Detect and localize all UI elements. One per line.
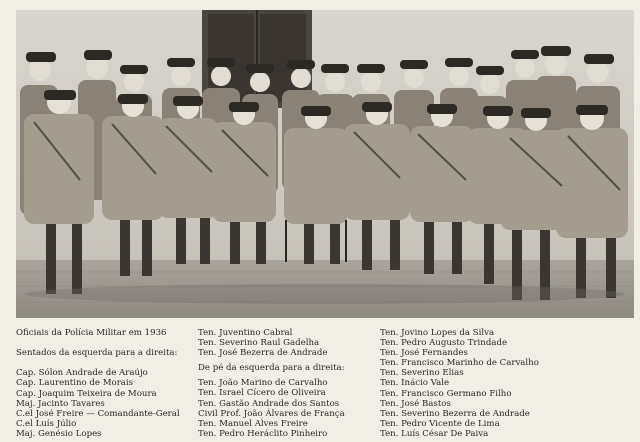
caption-title: Oficiais da Polícia Militar em 1936 [16,328,167,338]
seated-name: Ten. Severino Raul Gadelha [198,338,320,349]
seated-name: Ten. Juventino Cabral [198,328,293,338]
standing-name: Ten. Manuel Alves Freire [198,418,308,429]
standing-name: Ten. José Fernandes [380,348,468,359]
standing-name: Ten. Pedro Augusto Trindade [380,338,508,349]
standing-name: Civil Prof. João Álvares de França [198,408,345,419]
standing-name: Ten. Pedro Vicente de Lima [380,418,500,429]
seated-name: C.el Luís Júlio [16,418,77,429]
standing-name: Ten. Francisco Marinho de Carvalho [380,358,539,369]
group-photograph [16,10,634,318]
seated-heading: Sentados da esquerda para a direita: [16,348,178,359]
standing-name: Ten. Jovino Lopes da Silva [380,328,495,338]
standing-name: Ten. Severino Elias [380,368,464,379]
seated-name: Cap. Laurentino de Morais [16,378,134,389]
standing-name: Ten. João Marino de Carvalho [198,378,328,389]
caption-column-1 [16,328,201,439]
standing-name: Ten. Luís César De Paiva [380,428,489,439]
seated-name: Maj. Genésio Lopes [16,428,102,439]
seated-name: Cap. Joaquim Teixeira de Moura [16,388,157,399]
standing-name: Ten. José Bastos [380,398,451,409]
caption-column-2 [198,328,383,439]
standing-name: Ten. Inácio Vale [380,378,450,389]
caption-column-3 [380,328,636,439]
standing-heading: De pé da esquerda para a direita: [198,363,345,374]
seated-name: Ten. José Bezerra de Andrade [198,348,328,359]
photo-caption [16,328,636,438]
seated-name: C.el José Freire — Comandante-Geral [16,408,180,419]
photo-illustration [16,10,634,318]
standing-name: Ten. Pedro Heráclito Pinheiro [198,428,328,439]
standing-name: Ten. Israel Cícero de Oliveira [198,388,326,399]
standing-name: Ten. Francisco Germano Filho [380,388,512,399]
standing-name: Ten. Severino Bezerra de Andrade [380,408,530,419]
seated-name: Cap. Sólon Andrade de Araújo [16,368,148,379]
seated-name: Maj. Jacinto Tavares [16,398,105,409]
standing-name: Ten. Gastão Andrade dos Santos [198,398,340,409]
